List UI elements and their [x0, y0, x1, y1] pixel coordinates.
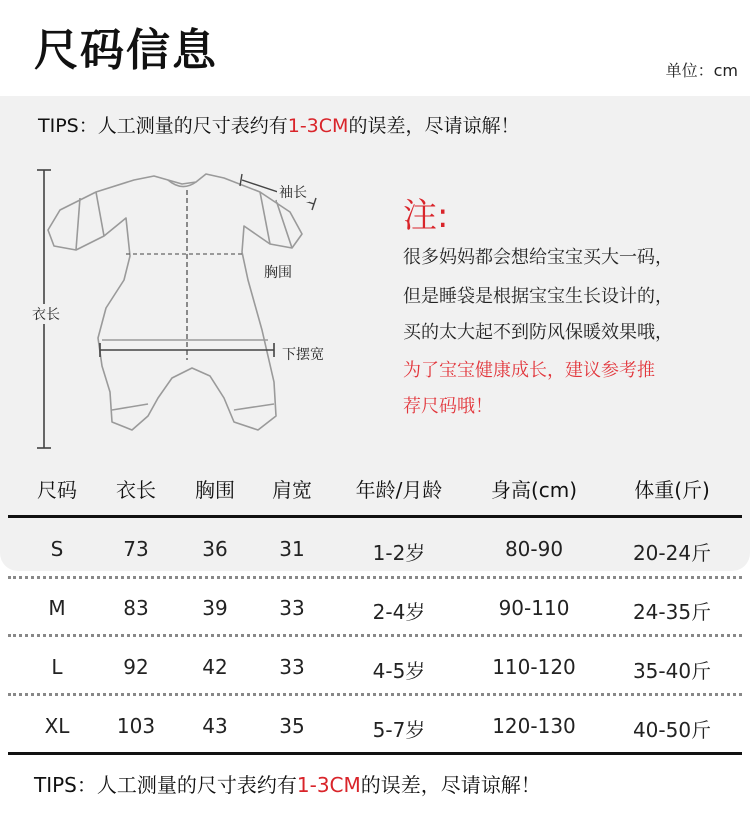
cell-length: 73: [123, 537, 149, 561]
size-table-header: [0, 474, 750, 510]
cell-size: L: [51, 655, 63, 679]
sleeve-length-label: 袖长: [277, 182, 309, 202]
cell-size: XL: [44, 714, 70, 738]
cell-height: 110-120: [492, 655, 576, 679]
cell-age: 5-7岁: [372, 718, 426, 742]
tips-top: TIPS：人工测量的尺寸表约有1-3CM的误差，尽请谅解！: [38, 115, 520, 137]
header-rule: [8, 515, 742, 518]
cell-height: 120-130: [492, 714, 576, 738]
cell-weight: 35-40斤: [632, 659, 712, 683]
col-header: 体重(斤): [634, 478, 710, 502]
cell-age: 1-2岁: [372, 541, 426, 565]
cell-weight: 20-24斤: [632, 541, 712, 565]
cell-length: 103: [116, 714, 156, 738]
cell-shoulder: 33: [279, 655, 305, 679]
note-line: 买的太大起不到防风保暖效果哦，: [403, 322, 673, 343]
cell-chest: 36: [202, 537, 228, 561]
col-header: 衣长: [116, 478, 156, 502]
cell-shoulder: 35: [279, 714, 305, 738]
cell-length: 83: [123, 596, 149, 620]
table-row: [0, 519, 750, 577]
cell-weight: 24-35斤: [632, 600, 712, 624]
unit-label: 单位：cm: [665, 61, 738, 80]
tips-error-range: 1-3CM: [296, 773, 361, 797]
sleeping-bag-sketch: [30, 160, 390, 455]
cell-chest: 39: [202, 596, 228, 620]
table-row: [0, 578, 750, 636]
table-row: [0, 637, 750, 695]
note-line-highlight: 为了宝宝健康成长，建议参考推: [403, 360, 655, 381]
table-row: [0, 696, 750, 754]
chest-label: 胸围: [262, 262, 294, 282]
cell-shoulder: 33: [279, 596, 305, 620]
tips-bottom: TIPS：人工测量的尺寸表约有1-3CM的误差，尽请谅解！: [34, 773, 541, 797]
hem-width-label: 下摆宽: [280, 344, 326, 364]
col-header: 尺码: [37, 478, 77, 502]
cell-age: 2-4岁: [372, 600, 426, 624]
col-header: 肩宽: [272, 478, 312, 502]
tips-error-range: 1-3CM: [287, 115, 349, 137]
garment-diagram: [30, 160, 390, 455]
note-line: 很多妈妈都会想给宝宝买大一码，: [403, 247, 673, 268]
col-header: 胸围: [195, 478, 235, 502]
cell-shoulder: 31: [279, 537, 305, 561]
col-header: 年龄/月龄: [355, 478, 443, 502]
note-title: 注:: [403, 196, 449, 236]
col-header: 身高(cm): [490, 478, 578, 502]
note-line: 但是睡袋是根据宝宝生长设计的，: [403, 286, 673, 307]
bottom-rule: [8, 752, 742, 755]
cell-chest: 43: [202, 714, 228, 738]
cell-age: 4-5岁: [372, 659, 426, 683]
cell-length: 92: [123, 655, 149, 679]
page-title: 尺码信息: [34, 25, 218, 76]
cell-height: 80-90: [504, 537, 564, 561]
body-length-label: 衣长: [30, 304, 62, 324]
note-line-highlight: 荐尺码哦！: [403, 396, 493, 417]
cell-size: M: [48, 596, 66, 620]
cell-chest: 42: [202, 655, 228, 679]
cell-size: S: [50, 537, 64, 561]
cell-height: 90-110: [498, 596, 570, 620]
cell-weight: 40-50斤: [632, 718, 712, 742]
